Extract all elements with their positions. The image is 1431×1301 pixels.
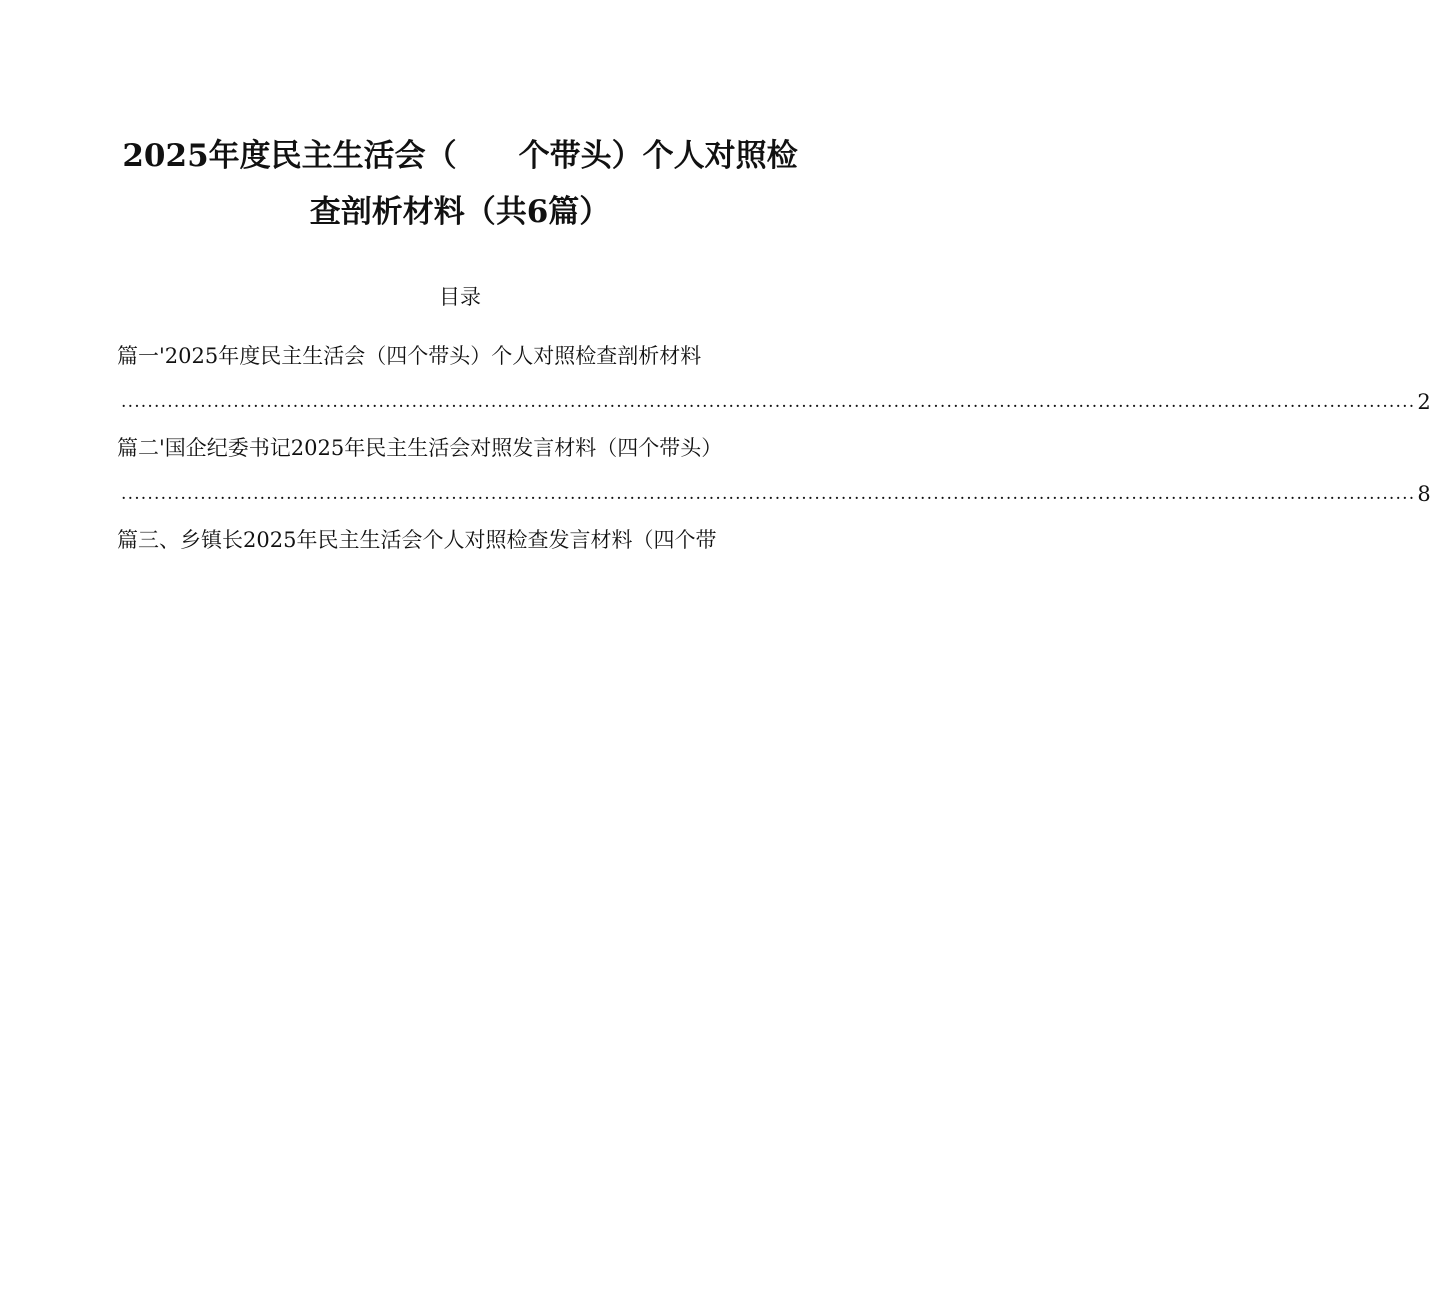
toc-entry-1-page-number: 2 (1417, 390, 1431, 414)
document-title-line-2: 查剖析材料（共6篇） (309, 194, 611, 230)
toc-entry-2-page-number: 8 (1417, 482, 1431, 506)
toc-entry-2[interactable]: 篇二'国企纪委书记2025年民主生活会对照发言材料（四个带头） (117, 436, 723, 460)
toc-entry-1-leader-line (121, 387, 1431, 417)
toc-entry-2-leader-line (121, 479, 1431, 509)
document-title-line-1: 2025年度民主生活会（ 个带头）个人对照检 (122, 138, 798, 174)
toc-heading: 目录 (439, 285, 481, 309)
dot-leader: .................................................................................................................................................................................................... (121, 484, 1416, 504)
dot-leader: .................................................................................................................................................................................................... (121, 392, 1416, 412)
toc-entry-1[interactable]: 篇一'2025年度民主生活会（四个带头）个人对照检查剖析材料 (117, 344, 702, 368)
toc-entry-3[interactable]: 篇三、乡镇长2025年民主生活会个人对照检查发言材料（四个带 (117, 528, 717, 552)
